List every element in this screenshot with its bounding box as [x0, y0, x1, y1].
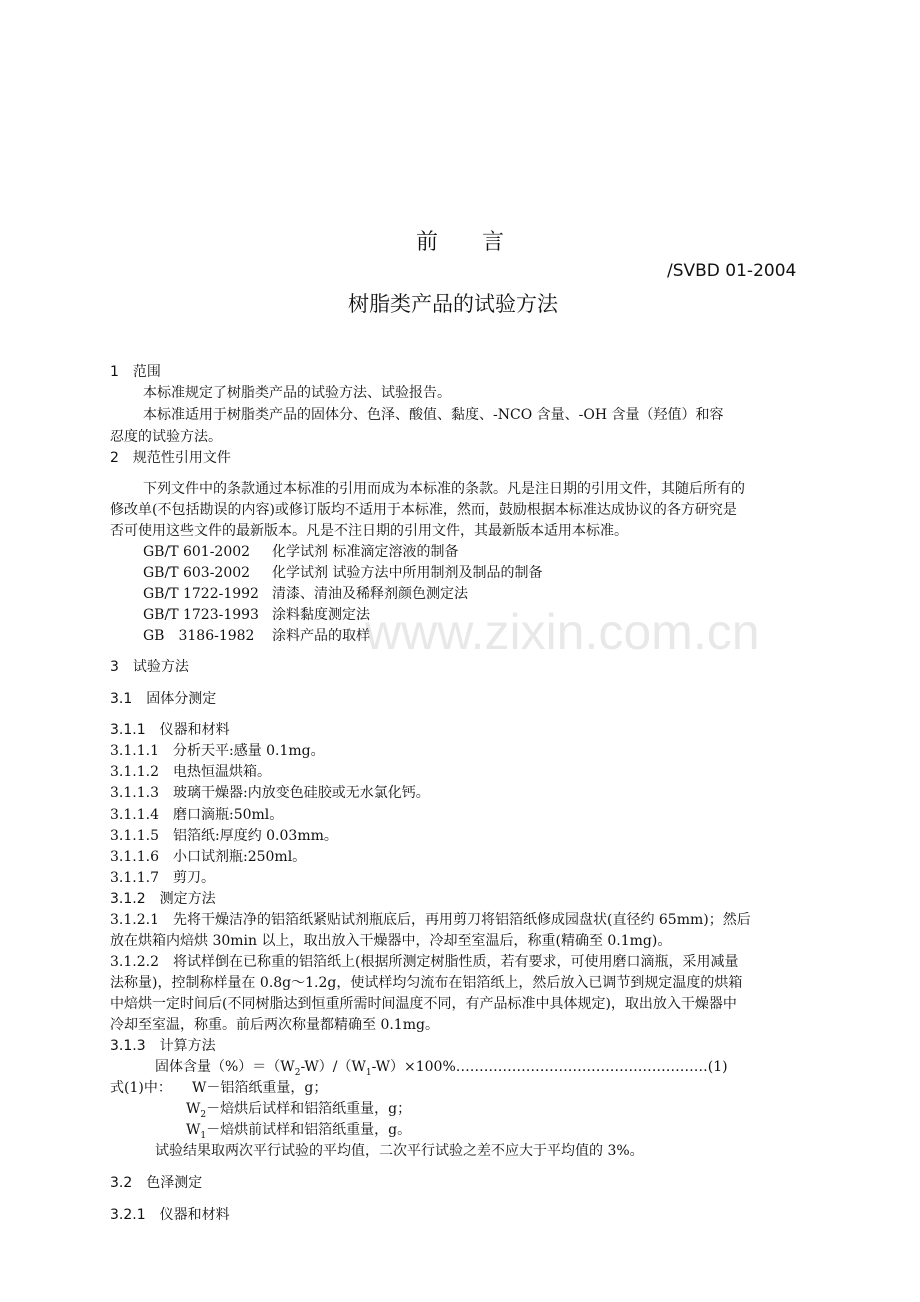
- document-title: 树脂类产品的试验方法: [348, 292, 558, 316]
- paragraph: 下列文件中的条款通过本标准的引用而成为本标准的条款。凡是注日期的引用文件，其随后所有的: [143, 481, 745, 497]
- formula-lhs: 固体含量（%）＝（W: [155, 1059, 295, 1075]
- formula-middle: -W）/（W: [300, 1059, 366, 1075]
- paragraph: 本标准适用于树脂类产品的固体分、色泽、酸值、黏度、-NCO 含量、-OH 含量（羟值）和容: [143, 407, 724, 423]
- section-3-1-3-heading: 3.1.3 计算方法: [110, 1038, 216, 1054]
- formula-rhs: -W）×100%: [371, 1059, 456, 1075]
- paragraph: 3.1.2.2 将试样倒在已称重的铝箔纸上(根据所测定树脂性质，若有要求，可使用磨口滴瓶，采用减量: [110, 954, 739, 970]
- paragraph: 本标准规定了树脂类产品的试验方法、试验报告。: [143, 385, 451, 401]
- reference-code: GB/T 1722-1992: [143, 586, 259, 602]
- variable-symbol: W: [186, 1122, 201, 1138]
- formula-subscript: 1: [365, 1067, 372, 1078]
- reference-title: 化学试剂 标准滴定溶液的制备: [272, 544, 459, 560]
- list-item: 3.1.1.2 电热恒温烘箱。: [110, 764, 271, 780]
- list-item: 3.1.1.3 玻璃干燥器:内放变色硅胶或无水氯化钙。: [110, 785, 430, 801]
- reference-code: GB/T 601-2002: [143, 544, 251, 560]
- reference-title: 清漆、清油及稀释剂颜色测定法: [272, 586, 468, 602]
- standard-number: /SVBD 01-2004: [667, 261, 797, 281]
- formula-leader-dots: ………………………………………………: [455, 1059, 708, 1075]
- section-3-2-1-heading: 3.2.1 仪器和材料: [110, 1207, 230, 1223]
- section-3-1-1-heading: 3.1.1 仪器和材料: [110, 722, 230, 738]
- paragraph: 冷却至室温，称重。前后两次称量都精确至 0.1mg。: [110, 1017, 439, 1033]
- variable-text: －焙烘前试样和铝箔纸重量，g。: [206, 1122, 412, 1138]
- paragraph: 法称量)，控制称样量在 0.8g～1.2g，使试样均匀流布在铝箔纸上，然后放入已调节到规定温度的烘箱: [110, 975, 743, 991]
- list-item: 3.1.1.6 小口试剂瓶:250ml。: [110, 849, 307, 865]
- reference-title: 涂料产品的取样: [272, 628, 370, 644]
- foreword-heading: 前 言: [416, 230, 505, 255]
- variable-subscript: 1: [200, 1130, 207, 1141]
- variable-subscript: 2: [200, 1109, 207, 1120]
- paragraph: 否可使用这些文件的最新版本。凡是不注日期的引用文件，其最新版本适用本标准。: [110, 523, 628, 539]
- list-item: 3.1.1.1 分析天平:感量 0.1mg。: [110, 743, 325, 759]
- reference-code: GB/T 1723-1993: [143, 607, 259, 623]
- variable-symbol: W: [186, 1101, 201, 1117]
- paragraph: 中焙烘一定时间后(不同树脂达到恒重所需时间温度不同，有产品标准中具体规定)，取出放入干燥器中: [110, 996, 737, 1012]
- section-3-1-heading: 3.1 固体分测定: [110, 691, 217, 707]
- paragraph: 3.1.2.1 先将干燥洁净的铝箔纸紧贴试剂瓶底后，再用剪刀将铝箔纸修成园盘状(直径约 65mm)；然后: [110, 912, 751, 928]
- where-label: 式(1)中：: [110, 1080, 172, 1096]
- reference-code: GB/T 603-2002: [143, 565, 251, 581]
- paragraph: 放在烘箱内焙烘 30min 以上，取出放入干燥器中，冷却至室温后，称重(精确至 0.1mg)。: [110, 933, 672, 949]
- reference-title: 涂料黏度测定法: [272, 607, 370, 623]
- variable-definition: W－铝箔纸重量，g；: [192, 1080, 328, 1096]
- section-3-2-heading: 3.2 色泽测定: [110, 1175, 203, 1191]
- paragraph: 忍度的试验方法。: [110, 429, 222, 445]
- list-item: 3.1.1.4 磨口滴瓶:50ml。: [110, 807, 284, 823]
- paragraph: 修改单(不包括勘误的内容)或修订版均不适用于本标准，然而，鼓励根据本标准达成协议的各方研究是: [110, 502, 737, 518]
- variable-text: －焙烘后试样和铝箔纸重量，g；: [206, 1101, 412, 1117]
- formula-subscript: 2: [294, 1067, 301, 1078]
- reference-code: GB 3186-1982: [143, 628, 255, 644]
- paragraph: 试验结果取两次平行试验的平均值，二次平行试验之差不应大于平均值的 3%。: [155, 1143, 644, 1159]
- section-2-heading: 2 规范性引用文件: [110, 450, 231, 466]
- section-1-heading: 1 范围: [110, 364, 161, 380]
- list-item: 3.1.1.5 铝箔纸:厚度约 0.03mm。: [110, 828, 338, 844]
- reference-title: 化学试剂 试验方法中所用制剂及制品的制备: [272, 565, 543, 581]
- watermark: www.zixin.com.cn: [365, 604, 760, 660]
- list-item: 3.1.1.7 剪刀。: [110, 870, 215, 886]
- section-3-heading: 3 试验方法: [110, 659, 189, 675]
- equation-number: (1): [707, 1059, 728, 1075]
- section-3-1-2-heading: 3.1.2 测定方法: [110, 891, 216, 907]
